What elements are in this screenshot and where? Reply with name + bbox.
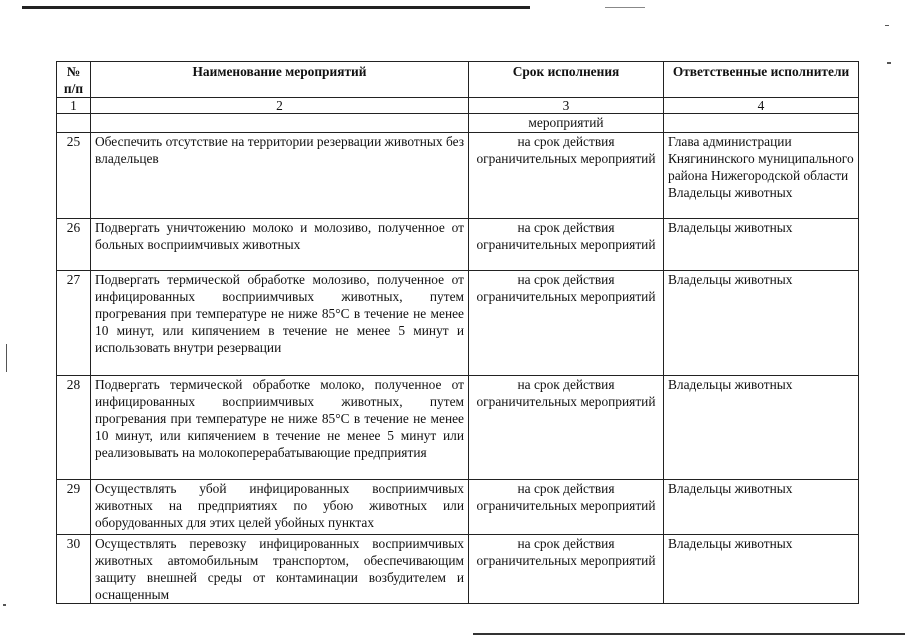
row-responsible: Глава администрации Княгининского муниципального района Нижегородской области Владельцы животных	[664, 132, 859, 218]
table-row	[57, 270, 859, 375]
row-number: 27	[57, 270, 91, 375]
row-measure: Обеспечить отсутствие на территории резервации животных без владельцев	[91, 132, 469, 218]
header-num: № п/п	[57, 62, 91, 98]
continuation-row	[57, 114, 859, 132]
row-number: 28	[57, 375, 91, 479]
column-index: 3	[469, 98, 664, 114]
table-row	[57, 132, 859, 218]
row-measure: Подвергать уничтожению молоко и молозиво, полученное от больных восприимчивых животных	[91, 218, 469, 270]
row-responsible: Владельцы животных	[664, 270, 859, 375]
row-responsible: Владельцы животных	[664, 218, 859, 270]
continuation-term: мероприятий	[469, 114, 664, 132]
scan-mark	[887, 62, 891, 64]
row-measure: Подвергать термической обработке молоко, полученное от инфицированных восприимчивых животных, путем прогревания при температуре не ниже 85°С в течение не менее 10 минут, или кипячением в течение не менее 5 минут или реализовывать на молокоперерабатывающие предприятия	[91, 375, 469, 479]
scan-mark	[3, 604, 6, 606]
row-term: на срок действия ограничительных мероприятий	[469, 218, 664, 270]
column-index: 4	[664, 98, 859, 114]
scan-mark	[885, 25, 889, 26]
row-term: на срок действия ограничительных мероприятий	[469, 479, 664, 534]
row-responsible: Владельцы животных	[664, 375, 859, 479]
column-index-row	[57, 98, 859, 114]
row-responsible: Владельцы животных	[664, 534, 859, 604]
row-term: на срок действия ограничительных мероприятий	[469, 270, 664, 375]
row-number: 30	[57, 534, 91, 604]
table-row	[57, 479, 859, 534]
table-row	[57, 375, 859, 479]
row-measure: Осуществлять перевозку инфицированных восприимчивых животных автомобильным транспортом, обеспечивающим защиту внешней среды от контаминации возбудителем и оснащенным	[91, 534, 469, 604]
table-row	[57, 218, 859, 270]
table-row	[57, 534, 859, 604]
row-responsible: Владельцы животных	[664, 479, 859, 534]
row-number: 25	[57, 132, 91, 218]
row-number: 26	[57, 218, 91, 270]
bottom-rule	[473, 633, 905, 635]
row-measure: Осуществлять убой инфицированных восприимчивых животных на предприятиях по убою животных или оборудованных для этих целей убойных пунктах	[91, 479, 469, 534]
measures-table	[56, 61, 859, 604]
scan-mark	[6, 344, 7, 372]
column-index: 1	[57, 98, 91, 114]
top-rule	[22, 6, 530, 9]
row-term: на срок действия ограничительных мероприятий	[469, 534, 664, 604]
row-term: на срок действия ограничительных мероприятий	[469, 375, 664, 479]
row-term: на срок действия ограничительных мероприятий	[469, 132, 664, 218]
column-index: 2	[91, 98, 469, 114]
header-term: Срок исполнения	[469, 62, 664, 98]
row-measure: Подвергать термической обработке молозиво, полученное от инфицированных восприимчивых животных, путем прогревания при температуре не ниже 85°С в течение не менее 10 минут, или кипячением в течение не менее 5 минут и использовать внутри резервации	[91, 270, 469, 375]
header-name: Наименование мероприятий	[91, 62, 469, 98]
top-rule-fragment	[605, 7, 645, 8]
header-responsible: Ответственные исполнители	[664, 62, 859, 98]
header-row	[57, 62, 859, 98]
row-number: 29	[57, 479, 91, 534]
